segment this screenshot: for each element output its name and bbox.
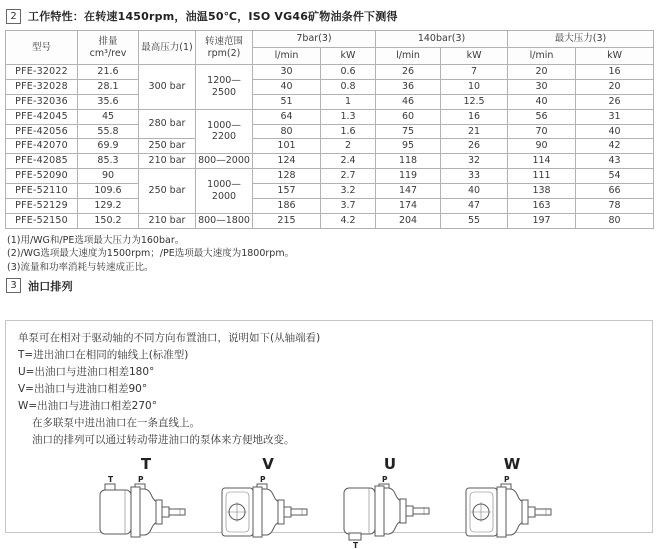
value-cell: 40 (441, 184, 508, 199)
value-cell: 51 (253, 94, 321, 109)
table-row (6, 94, 654, 109)
port-diagram-U (340, 454, 440, 549)
diagram-letter-T: T (140, 454, 152, 473)
value-cell: 55 (441, 213, 508, 228)
value-cell: 2 (321, 139, 376, 154)
value-cell: 150.2 (78, 213, 139, 228)
pump-side-view-W-icon (462, 473, 562, 549)
port-option-W: W=出油口与进油口相差270° (18, 399, 157, 412)
col-group-7bar: 7bar(3) (253, 31, 376, 48)
value-cell: 119 (376, 169, 441, 184)
sub-header-kw-max: kW (576, 48, 654, 65)
value-cell: 16 (576, 65, 654, 80)
value-cell: 138 (508, 184, 576, 199)
value-cell: 64 (253, 109, 321, 124)
value-cell: 800—2000 (196, 154, 253, 169)
value-cell: 85.3 (78, 154, 139, 169)
section3-header (6, 278, 653, 294)
value-cell: 197 (508, 213, 576, 228)
value-cell: 26 (376, 65, 441, 80)
model-cell: PFE-52150 (6, 213, 78, 228)
value-cell: 300 bar (139, 65, 196, 110)
value-cell: 0.6 (321, 65, 376, 80)
value-cell: 80 (253, 124, 321, 139)
value-cell: 111 (508, 169, 576, 184)
port-diagrams-row (18, 454, 640, 549)
value-cell: 26 (576, 94, 654, 109)
value-cell: 42 (576, 139, 654, 154)
value-cell: 3.7 (321, 198, 376, 213)
pump-side-view-T-icon (96, 473, 196, 549)
value-cell: 36 (376, 79, 441, 94)
value-cell: 70 (508, 124, 576, 139)
spec-table-body (6, 65, 654, 229)
model-cell: PFE-42056 (6, 124, 78, 139)
model-cell: PFE-42045 (6, 109, 78, 124)
table-row (6, 79, 654, 94)
value-cell: 21 (441, 124, 508, 139)
value-cell: 7 (441, 65, 508, 80)
table-row (6, 213, 654, 228)
value-cell: 40 (253, 79, 321, 94)
value-cell: 3.2 (321, 184, 376, 199)
sub-header-kw-140bar: kW (441, 48, 508, 65)
value-cell: 1000—2000 (196, 169, 253, 214)
model-cell: PFE-52090 (6, 169, 78, 184)
oil-port-arrangement-box (5, 320, 653, 549)
col-header-displacement (78, 31, 139, 65)
speed-unit: rpm(2) (207, 47, 241, 59)
value-cell: 129.2 (78, 198, 139, 213)
value-cell: 20 (508, 65, 576, 80)
value-cell: 26 (441, 139, 508, 154)
table-row (6, 65, 654, 80)
value-cell: 4.2 (321, 213, 376, 228)
value-cell: 40 (508, 94, 576, 109)
model-cell: PFE-52129 (6, 198, 78, 213)
value-cell: 30 (253, 65, 321, 80)
svg-text:P: P (504, 474, 510, 484)
model-cell: PFE-42085 (6, 154, 78, 169)
value-cell: 47 (441, 198, 508, 213)
port-option-U: U=出油口与进油口相差180° (18, 365, 155, 378)
pump-side-view-V-icon (218, 473, 318, 549)
value-cell: 78 (576, 198, 654, 213)
value-cell: 28.1 (78, 79, 139, 94)
port-diagram-T (96, 454, 196, 549)
value-cell: 1.3 (321, 109, 376, 124)
value-cell: 10 (441, 79, 508, 94)
value-cell: 250 bar (139, 169, 196, 214)
value-cell: 2.4 (321, 154, 376, 169)
col-group-140bar: 140bar(3) (376, 31, 508, 48)
model-cell: PFE-32036 (6, 94, 78, 109)
value-cell: 215 (253, 213, 321, 228)
value-cell: 12.5 (441, 94, 508, 109)
col-header-model: 型号 (6, 31, 78, 65)
table-row (6, 139, 654, 154)
speed-label: 转速范围 (204, 35, 243, 47)
svg-text:T: T (108, 474, 114, 484)
footnote-2: (2)/WG选项最大速度为1500rpm；/PE选项最大速度为1800rpm。 (7, 248, 295, 260)
svg-text:P: P (138, 474, 144, 484)
sub-header-kw-7bar: kW (321, 48, 376, 65)
value-cell: 101 (253, 139, 321, 154)
value-cell: 1.6 (321, 124, 376, 139)
value-cell: 186 (253, 198, 321, 213)
value-cell: 33 (441, 169, 508, 184)
table-row (6, 124, 654, 139)
value-cell: 157 (253, 184, 321, 199)
col-header-max-pressure: 最高压力(1) (139, 31, 196, 65)
value-cell: 109.6 (78, 184, 139, 199)
value-cell: 118 (376, 154, 441, 169)
value-cell: 95 (376, 139, 441, 154)
value-cell: 1200—2500 (196, 65, 253, 110)
section2-number-box: 2 (6, 9, 21, 24)
rotate-body-note: 油口的排列可以通过转动带进油口的泵体来方便地改变。 (32, 433, 295, 446)
displacement-label: 排量 (98, 35, 118, 47)
diagram-letter-V: V (262, 454, 274, 473)
pump-side-view-U-icon (340, 473, 440, 549)
svg-text:P: P (260, 474, 266, 484)
value-cell: 21.6 (78, 65, 139, 80)
value-cell: 1 (321, 94, 376, 109)
spec-table-head (6, 31, 654, 65)
diagram-letter-U: U (383, 454, 397, 473)
value-cell: 163 (508, 198, 576, 213)
port-option-T: T=进出油口在相同的轴线上(标准型) (18, 348, 189, 361)
value-cell: 56 (508, 109, 576, 124)
port-diagram-W (462, 454, 562, 549)
value-cell: 40 (576, 124, 654, 139)
port-diagram-V (218, 454, 318, 549)
value-cell: 2.7 (321, 169, 376, 184)
value-cell: 210 bar (139, 154, 196, 169)
value-cell: 210 bar (139, 213, 196, 228)
value-cell: 20 (576, 79, 654, 94)
value-cell: 1000—2200 (196, 109, 253, 154)
value-cell: 75 (376, 124, 441, 139)
value-cell: 30 (508, 79, 576, 94)
value-cell: 45 (78, 109, 139, 124)
footnote-1: (1)用/WG和/PE选项最大压力为160bar。 (7, 234, 185, 246)
table-row (6, 154, 654, 169)
footnotes (7, 234, 653, 275)
footnote-3: (3)流量和功率消耗与转速成正比。 (7, 262, 154, 274)
value-cell: 204 (376, 213, 441, 228)
value-cell: 46 (376, 94, 441, 109)
col-group-max-pressure: 最大压力(3) (508, 31, 654, 48)
section3-title: 油口排列 (28, 279, 73, 293)
value-cell: 66 (576, 184, 654, 199)
displacement-unit: cm³/rev (89, 47, 127, 59)
svg-text:T: T (353, 540, 359, 549)
value-cell: 280 bar (139, 109, 196, 139)
value-cell: 60 (376, 109, 441, 124)
value-cell: 800—1800 (196, 213, 253, 228)
value-cell: 54 (576, 169, 654, 184)
value-cell: 250 bar (139, 139, 196, 154)
port-option-V: V=出油口与进油口相差90° (18, 382, 148, 395)
spec-table (5, 30, 654, 229)
table-row (6, 109, 654, 124)
table-row (6, 184, 654, 199)
port-description-line: 单泵可在相对于驱动轴的不同方向布置油口，说明如下(从轴端看) (18, 331, 321, 344)
value-cell: 55.8 (78, 124, 139, 139)
model-cell: PFE-52110 (6, 184, 78, 199)
value-cell: 35.6 (78, 94, 139, 109)
svg-text:P: P (382, 474, 388, 484)
col-header-speed-range (196, 31, 253, 65)
value-cell: 16 (441, 109, 508, 124)
value-cell: 90 (78, 169, 139, 184)
sub-header-lmin-7bar: l/min (253, 48, 321, 65)
model-cell: PFE-32028 (6, 79, 78, 94)
value-cell: 0.8 (321, 79, 376, 94)
sub-header-lmin-max: l/min (508, 48, 576, 65)
value-cell: 124 (253, 154, 321, 169)
diagram-letter-W: W (503, 454, 521, 473)
value-cell: 90 (508, 139, 576, 154)
model-cell: PFE-32022 (6, 65, 78, 80)
multi-pump-note: 在多联泵中进出油口在一条直线上。 (32, 416, 200, 429)
value-cell: 114 (508, 154, 576, 169)
value-cell: 80 (576, 213, 654, 228)
section3-number-box: 3 (6, 278, 21, 293)
value-cell: 32 (441, 154, 508, 169)
table-row (6, 169, 654, 184)
table-row (6, 198, 654, 213)
sub-header-lmin-140bar: l/min (376, 48, 441, 65)
value-cell: 43 (576, 154, 654, 169)
section2-header (6, 8, 653, 24)
section2-title: 工作特性：在转速1450rpm，油温50℃，ISO VG46矿物油条件下测得 (28, 10, 398, 23)
value-cell: 128 (253, 169, 321, 184)
model-cell: PFE-42070 (6, 139, 78, 154)
value-cell: 31 (576, 109, 654, 124)
value-cell: 147 (376, 184, 441, 199)
value-cell: 174 (376, 198, 441, 213)
value-cell: 69.9 (78, 139, 139, 154)
